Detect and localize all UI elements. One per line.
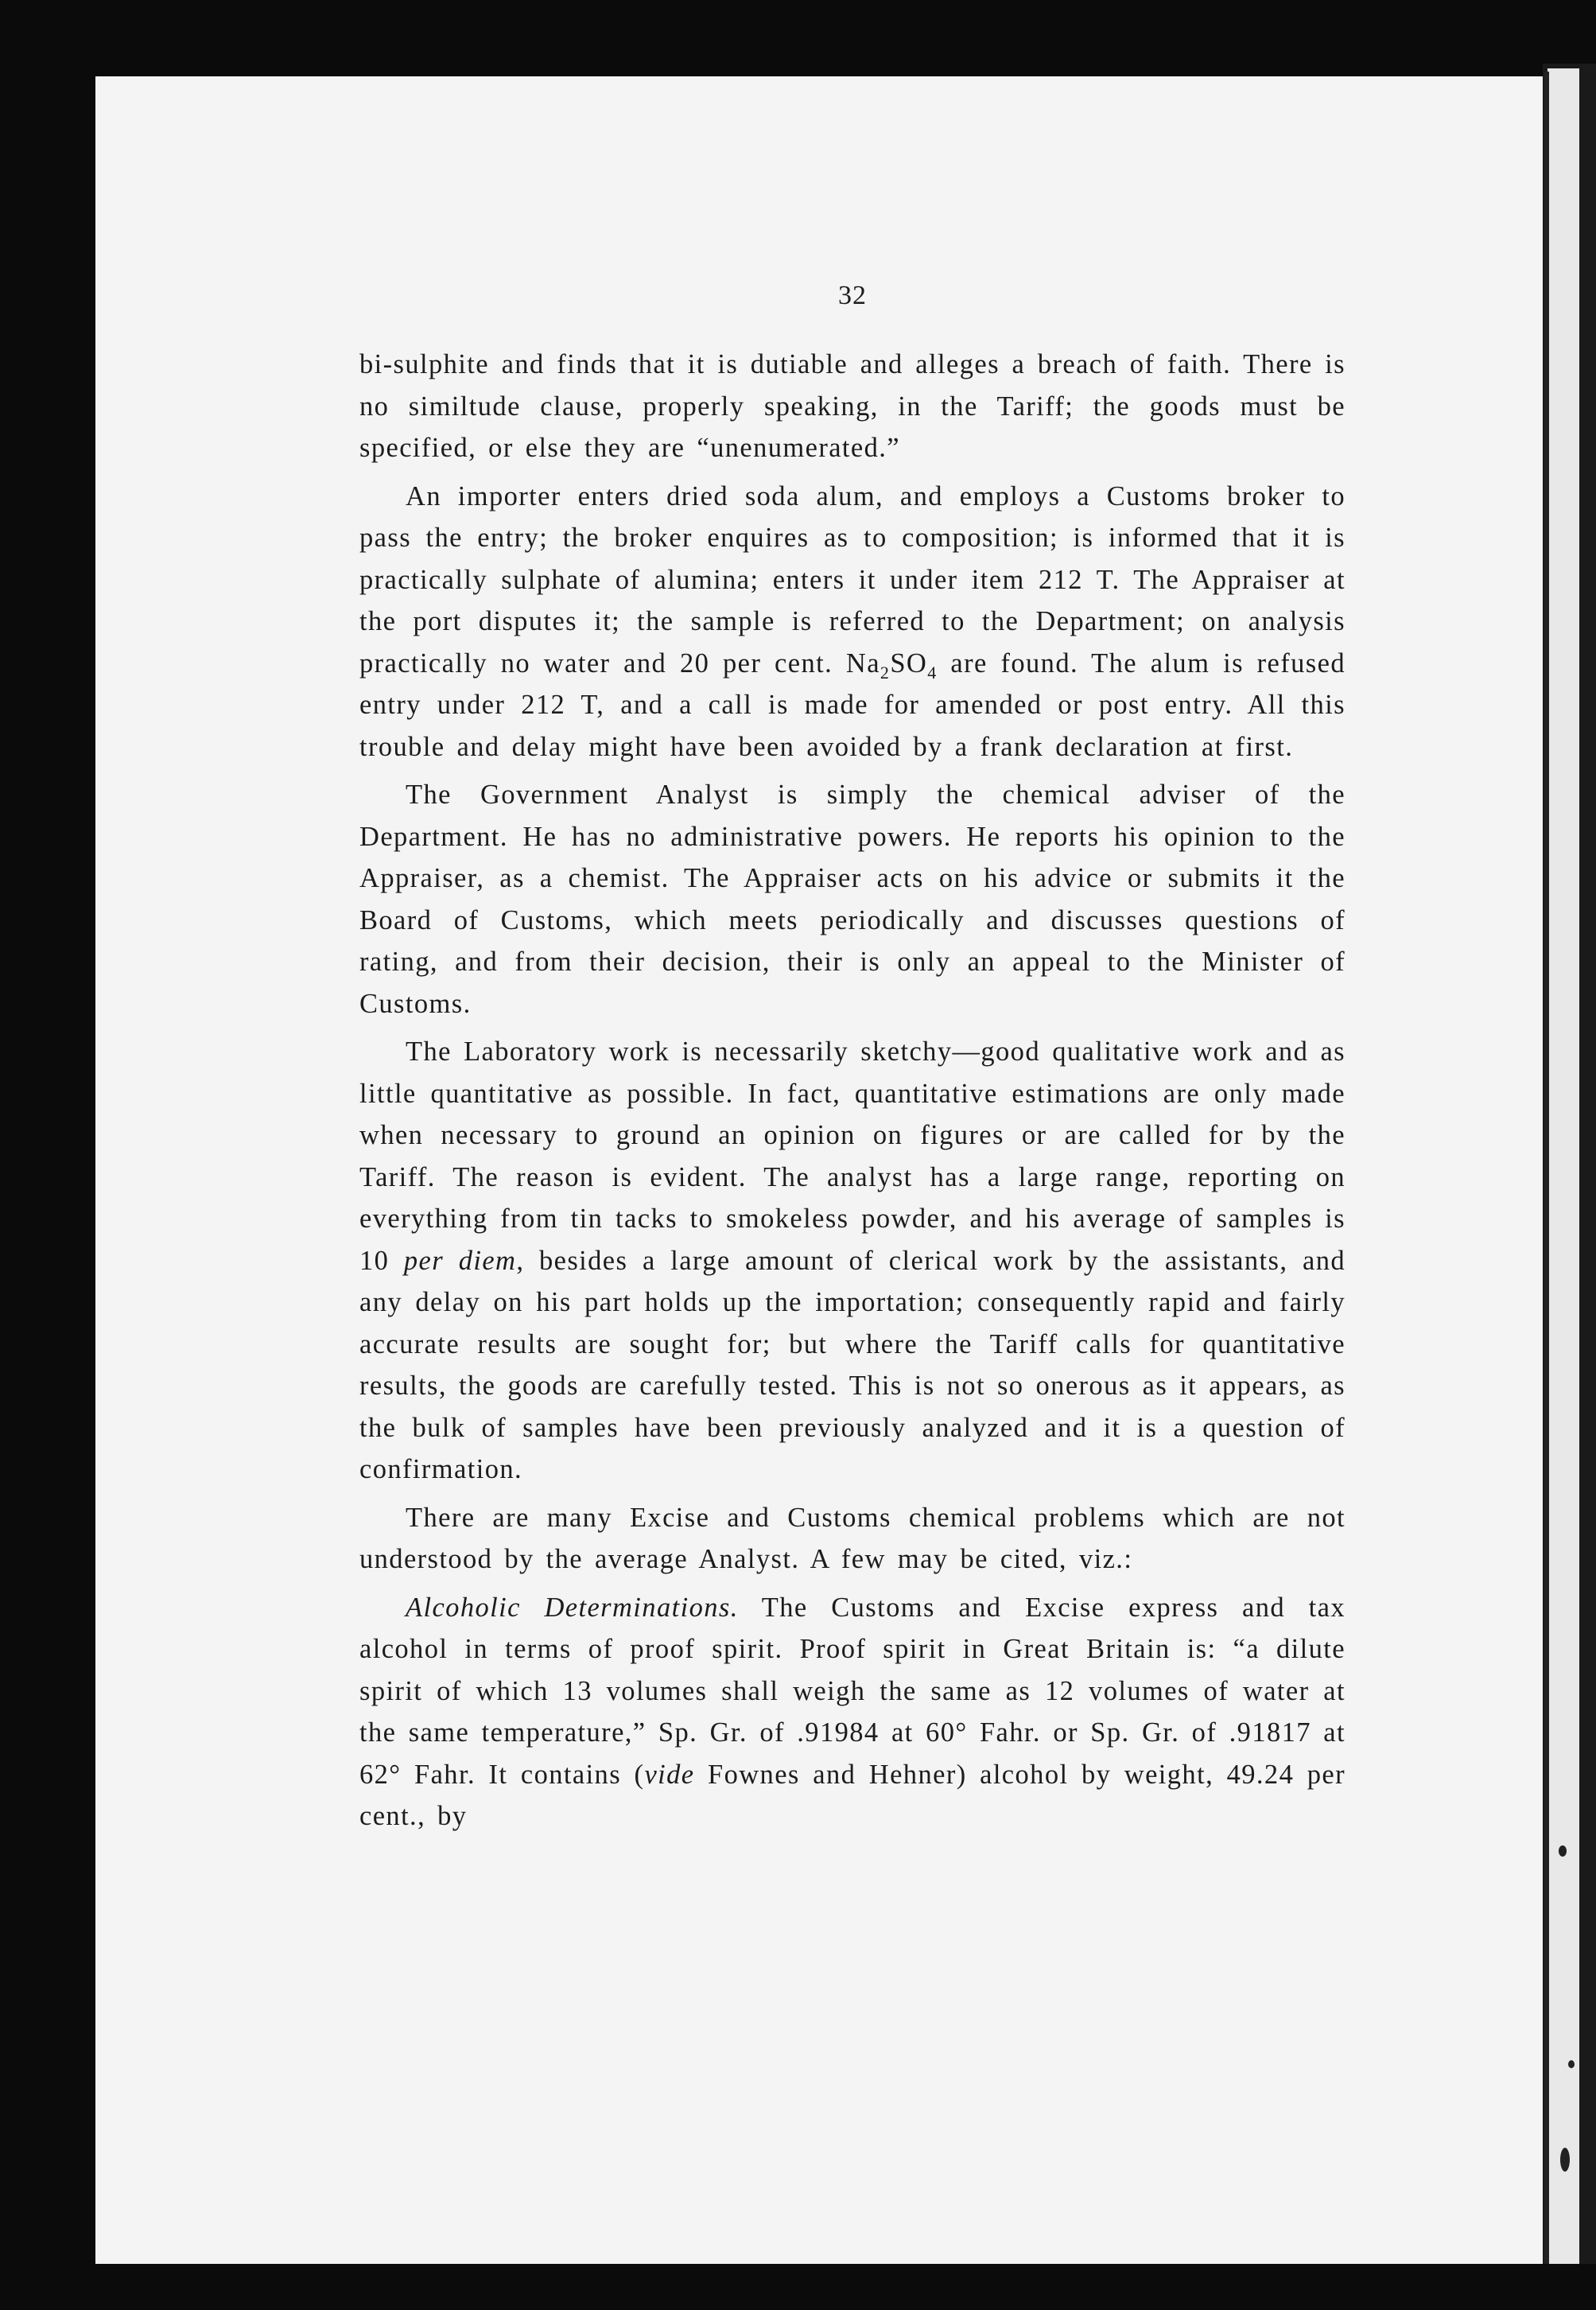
formula-subscript: 4 [927, 662, 938, 682]
page-gutter-line [1544, 72, 1549, 2299]
adjacent-page-edge [1547, 68, 1579, 2304]
paragraph-text: bi-sulphite and finds that it is dutiable and alleges a breach of faith. There is no similtude clause, properly speaking, in the Tariff; the goods must be specified, or else they are “unenumerated.” [359, 349, 1346, 463]
paragraph [359, 1031, 1346, 1491]
paragraph-text: are found. The alum is refused entry under 212 T, and a call is made for amended or post entry. All this trouble and delay might have been avoided by a frank declaration at first. [359, 648, 1346, 762]
paragraph-text: , besides a large amount of clerical work by the assistants, and any delay on his part holds up the importation; consequently rapid and fairly accurate results are sought for; but where the Tariff calls for quantitative results, the goods are carefully tested. This is not so onerous as it appears, as the bulk of samples have been previously analyzed and it is a question of confirmation. [359, 1245, 1346, 1484]
paragraph-text: Fownes and Hehner) alcohol by weight, 49.24 per cent., by [359, 1759, 1346, 1831]
paragraph [359, 344, 1346, 469]
section-heading: Alcoholic Determinations. [406, 1592, 739, 1623]
dust-speck [1560, 2148, 1570, 2172]
paragraph [359, 1587, 1346, 1838]
scan-bottom-border [0, 2264, 1596, 2310]
formula-part: SO [890, 648, 928, 679]
paragraph [359, 476, 1346, 768]
paragraph-text: There are many Excise and Customs chemical problems which are not understood by the average Analyst. A few may be cited, viz.: [359, 1502, 1346, 1574]
formula-part: Na [845, 648, 880, 679]
dust-speck [1568, 2060, 1575, 2068]
italic-phrase: vide [644, 1759, 695, 1790]
page-text [359, 280, 1346, 1844]
italic-phrase: per diem [403, 1245, 517, 1276]
paragraph-text: The Government Analyst is simply the chemical adviser of the Department. He has no administrative powers. He reports his opinion to the Appraiser, as a chemist. The Appraiser acts on his advice or submits it the Board of Customs, which meets periodically and discusses questions of rating, and from their decision, their is only an appeal to the Minister of Customs. [359, 780, 1346, 1019]
paragraph [359, 1497, 1346, 1581]
page-number: 32 [838, 281, 867, 310]
formula-subscript: 2 [880, 662, 891, 682]
paragraph-text: An importer enters dried soda alum, and employs a Customs broker to pass the entry; the broker enquires as to composition; is informed that it is practically sulphate of alumina; enters it under item 212 T. The Appraiser at the port disputes it; the sample is referred to the Department; on analysis practically no water and 20 per cent. [359, 480, 1346, 679]
chemical-formula [845, 648, 938, 682]
dust-speck [1559, 1845, 1567, 1857]
paragraph [359, 774, 1346, 1025]
paragraph-text: The Customs and Excise express and tax alcohol in terms of proof spirit. Proof spirit in Great Britain is: “a dilute spirit of which 13 volumes shall weigh the same as 12 volumes of water at the same temperature,” Sp. Gr. of .91984 at 60° Fahr. or Sp. Gr. of .91817 at 62° Fahr. It contains ( [359, 1592, 1346, 1790]
paragraph-text: The Laboratory work is necessarily sketchy—good qualitative work and as little quantitative as possible. In fact, quantitative estimations are only made when necessary to ground an opinion on figures or are called for by the Tariff. The reason is evident. The analyst has a large range, reporting on everything from tin tacks to smokeless powder, and his average of samples is 10 [359, 1036, 1346, 1276]
